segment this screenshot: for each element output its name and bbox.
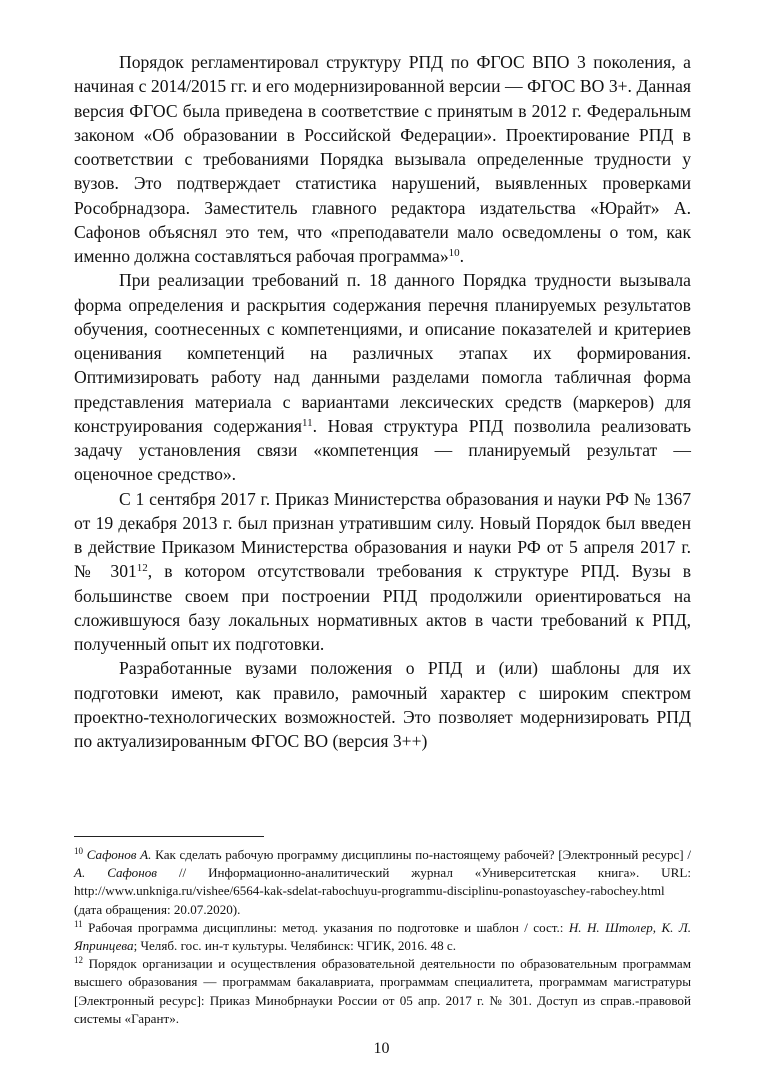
footnote-author: Сафонов А. [86,847,152,862]
paragraph-text-tail: . [459,246,465,266]
footnote-text: Рабочая программа дисциплины: метод. указания по подготовке и шаблон / сост.: [82,919,569,935]
paragraph [74,656,691,753]
footnote [74,846,691,919]
paragraph [74,487,691,657]
footnote-text: // Информационно-аналитический журнал «Университетская книга». URL: http://www.unkniga.ru/vishee/6564-kak-sdelat-rabochuyu-programmu-disciplinu-ponastoyaschey-rabochey.html (дата обращения: 20.07.2020). [74,865,692,917]
footnote-author: Н. Н. Штолер, К. Л. Япринцева [74,919,691,954]
body-text [74,50,691,753]
footnote-number: 11 [74,918,83,929]
footnote [74,955,691,1028]
footnote-ref: 12 [136,562,148,575]
paragraph-text: Порядок регламентировал структуру РПД по ФГОС ВПО 3 поколения, а начиная с 2014/2015 гг. и его модернизированной версии — ФГОС ВО 3+. Данная версия ФГОС была приведена в соответствие с принятым в 2012 г. Федеральным законом «Об образовании в Российской Федерации». Проектирование РПД в соответствии с требованиями Порядка вызывала определенные трудности у вузов. Это подтверждает статистика нарушений, выявленных проверками Рособрнадзора. Заместитель главного редактора издательства «Юрайт» А. Сафонов объяснял это тем, что «преподаватели мало осведомлены о том, как именно должна составляться рабочая программа» [74,52,691,266]
page-number: 10 [373,1040,390,1057]
footnote-number: 10 [74,846,83,856]
footnote-text: Как сделать рабочую программу дисциплины по-настоящему рабочей? [Электронный ресурс] / [151,847,691,862]
paragraph-text: С 1 сентября 2017 г. Приказ Министерства образования и науки РФ № 1367 от 19 декабря 2013 г. был признан утратившим силу. Новый Порядок был введен в действие Приказом Министерства образования и науки РФ от 5 апреля 2017 г. № 301 [74,488,691,582]
footnote-author: А. Сафонов [74,865,157,881]
footnote [74,919,691,955]
paragraph-text-tail: , в котором отсутствовали требования к структуре РПД. Вузы в большинстве своем при построении РПД продолжили ориентироваться на сложившуюся базу локальных нормативных актов в части требований к РПД, полученный опыт их подготовки. [74,561,692,654]
paragraph-text: При реализации требований п. 18 данного Порядка трудности вызывала форма определения и раскрытия содержания перечня планируемых результатов обучения, соотнесенных с компетенциями, и описание показателей и критериев оценивания компетенций на различных этапах их формирования. Оптимизировать работу над данными разделами помогла табличная форма представления материала с вариантами лексических средств (маркеров) для конструирования содержания [74,270,691,436]
footnote-ref: 11 [301,416,313,429]
footnote-text: Порядок организации и осуществления образовательной деятельности по образовательным программам высшего образования — программам бакалавриата, программам специалитета, программам магистратуры [Электронный ресурс]: Приказ Минобрнауки России от 05 апр. 2017 г. № 301. Доступ из справ.-правовой системы «Гарант». [74,956,691,1026]
footnote-ref: 10 [448,247,460,259]
footnote-text: ; Челяб. гос. ин-т культуры. Челябинск: ЧГИК, 2016. 48 с. [133,938,457,954]
paragraph-text-tail: . Новая структура РПД позволила реализовать задачу установления связи «компетенция — планируемый результат — оценочное средство». [74,415,692,485]
footnote-number: 12 [74,955,83,966]
paragraph [74,50,691,268]
footnotes [74,846,691,1028]
paragraph-text: Разработанные вузами положения о РПД и (или) шаблоны для их подготовки имеют, как правило, рамочный характер с широким спектром проектно-технологических возможностей. Это позволяет модернизировать РПД по актуализированным ФГОС ВО (версия 3++) [74,658,691,751]
footnote-separator [74,836,264,837]
paragraph [74,268,691,486]
